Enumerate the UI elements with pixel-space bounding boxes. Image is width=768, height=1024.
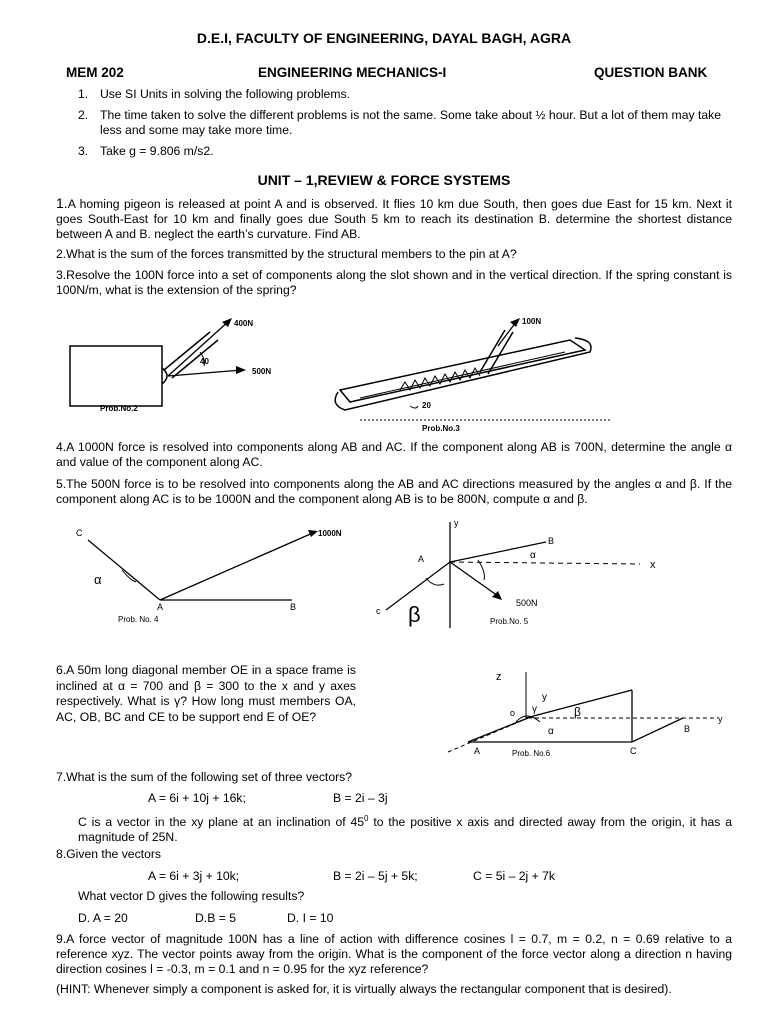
label-z: z bbox=[496, 671, 502, 683]
spring-shape bbox=[400, 368, 480, 390]
label-beta: β bbox=[408, 602, 421, 627]
instruction-text: The time taken to solve the different problems is not the same. Some take about ½ hour. But a lot of them may take less and some may take more time. bbox=[100, 108, 721, 137]
institution-title: D.E.I, FACULTY OF ENGINEERING, DAYAL BAGH, AGRA bbox=[196, 30, 572, 46]
figure-prob-2 bbox=[60, 308, 310, 418]
q8-vector-b: B = 2i – 5j + 5k; bbox=[333, 869, 418, 883]
label-a: A bbox=[157, 602, 164, 612]
label-beta: β bbox=[574, 705, 581, 719]
question-6: 6.A 50m long diagonal member OE in a space frame is inclined at α = 700 and β = 300 to the x and y axes respectively. What is γ? How long must members OA, AC, OB, BC and CE to be support end E of OE? bbox=[56, 663, 356, 724]
label-y-right: y bbox=[718, 714, 723, 724]
caption-prob-5: Prob.No. 5 bbox=[490, 617, 529, 626]
caption-prob-2: Prob.No.2 bbox=[100, 404, 138, 413]
instruction-2 bbox=[78, 108, 738, 138]
instruction-text: Use SI Units in solving the following problems. bbox=[100, 87, 350, 101]
instruction-number: 2. bbox=[78, 108, 89, 122]
q7-vector-c bbox=[78, 811, 732, 845]
label-500n: 500N bbox=[252, 367, 272, 376]
line-ac bbox=[88, 540, 160, 600]
q7-vector-a: A = 6i + 10j + 16k; bbox=[148, 791, 246, 805]
figure-prob-4 bbox=[60, 518, 370, 630]
label-b: B bbox=[548, 536, 555, 546]
course-code: MEM 202 bbox=[66, 65, 124, 80]
q8-result-1: D. A = 20 bbox=[78, 911, 128, 925]
label-1000n: 1000N bbox=[318, 529, 342, 538]
doc-type: QUESTION BANK bbox=[594, 65, 708, 80]
label-c: c bbox=[376, 606, 381, 616]
caption-prob-3: Prob.No.3 bbox=[422, 424, 460, 433]
instruction-1 bbox=[78, 87, 738, 102]
q8-prompt: What vector D gives the following results? bbox=[78, 889, 305, 903]
label-alpha: α bbox=[530, 550, 536, 561]
caption-prob-4: Prob. No. 4 bbox=[118, 615, 159, 624]
x-axis bbox=[450, 562, 640, 564]
label-500n: 500N bbox=[516, 598, 538, 608]
question-8: 8.Given the vectors bbox=[56, 847, 161, 861]
label-a: A bbox=[474, 746, 481, 756]
label-b: B bbox=[290, 602, 297, 612]
question-1-number: 1. bbox=[56, 195, 68, 211]
label-angle: 40 bbox=[200, 357, 209, 366]
q8-vector-a: A = 6i + 3j + 10k; bbox=[148, 869, 240, 883]
q8-result-2: D.B = 5 bbox=[195, 911, 236, 925]
slot-outline bbox=[340, 340, 585, 402]
force-400n-arrow bbox=[168, 320, 230, 376]
label-a: A bbox=[418, 554, 425, 564]
question-5: 5.The 500N force is to be resolved into components along the AB and AC directions measured by the angles α and β. If the component along AC is to be 1000N and the component along AB is to be 800N, compute α and β. bbox=[56, 477, 732, 506]
q7-c-text: C is a vector in the xy plane at an inclination of 45 bbox=[78, 815, 365, 830]
label-400n: 400N bbox=[234, 319, 254, 328]
figure-prob-3 bbox=[330, 310, 620, 435]
caption-prob-6: Prob. No.6 bbox=[512, 749, 551, 758]
unit-title: UNIT – 1,REVIEW & FORCE SYSTEMS bbox=[257, 172, 511, 188]
figure-prob-6 bbox=[428, 660, 738, 760]
label-b: B bbox=[684, 724, 691, 734]
figure-prob-5 bbox=[368, 512, 680, 634]
instruction-text: Take g = 9.806 m/s2. bbox=[100, 144, 214, 158]
q7-vector-b: B = 2i – 3j bbox=[333, 791, 388, 805]
label-100n: 100N bbox=[522, 317, 542, 326]
label-o: o bbox=[510, 708, 516, 718]
instruction-3 bbox=[78, 144, 738, 159]
label-gamma: γ bbox=[532, 704, 537, 715]
q8-vector-c: C = 5i – 2j + 7k bbox=[473, 869, 555, 883]
label-x: x bbox=[650, 559, 656, 571]
question-4: 4.A 1000N force is resolved into components along AB and AC. If the component along AB is 700N, determine the angle α and value of the component along AC. bbox=[56, 440, 732, 469]
label-c: C bbox=[76, 528, 83, 538]
question-1 bbox=[56, 196, 732, 242]
instruction-number: 3. bbox=[78, 144, 89, 158]
instruction-number: 1. bbox=[78, 87, 89, 101]
course-name: ENGINEERING MECHANICS-I bbox=[258, 65, 447, 80]
force-1000n-arrow bbox=[160, 532, 315, 600]
question-7: 7.What is the sum of the following set of three vectors? bbox=[56, 770, 353, 784]
label-angle: 20 bbox=[422, 401, 431, 410]
q8-result-3: D. I = 10 bbox=[287, 911, 334, 925]
block-shape bbox=[70, 346, 162, 406]
question-3: 3.Resolve the 100N force into a set of components along the slot shown and in the vertical direction. If the spring constant is 100N/m, what is the extension of the spring? bbox=[56, 268, 732, 297]
hint-text: (HINT: Whenever simply a component is asked for, it is virtually always the rectangular component that is desired). bbox=[56, 982, 672, 996]
question-1-text: A homing pigeon is released at point A and is observed. It flies 10 km due South, then goes due East for 15 km. Next it goes South-East for 10 km and finally goes due South 5 km to reach its destination B. determine the shortest distance between A and B. neglect the earth’s curvature. Find AB. bbox=[56, 197, 732, 241]
force-500n-arrow bbox=[450, 562, 498, 596]
label-c: C bbox=[630, 746, 637, 756]
label-y: y bbox=[454, 518, 459, 528]
degree-superscript: 0 bbox=[364, 814, 369, 823]
question-2: 2.What is the sum of the forces transmitted by the structural members to the pin at A? bbox=[56, 247, 517, 261]
label-alpha: α bbox=[94, 572, 102, 587]
q7-c-text-end: to the positive x axis and directed away from the origin, it has a magnitude of 25N. bbox=[78, 815, 733, 845]
label-y-top: y bbox=[542, 692, 547, 703]
question-9: 9.A force vector of magnitude 100N has a line of action with difference cosines l = 0.7, m = 0.2, n = 0.69 relative to a reference xyz. The vector points away from the origin. What is the component of the force vector along a direction n having direction cosines l = -0.3, m = 0.1 and n = 0.95 for the xyz reference? bbox=[56, 932, 732, 976]
label-alpha: α bbox=[548, 726, 554, 737]
